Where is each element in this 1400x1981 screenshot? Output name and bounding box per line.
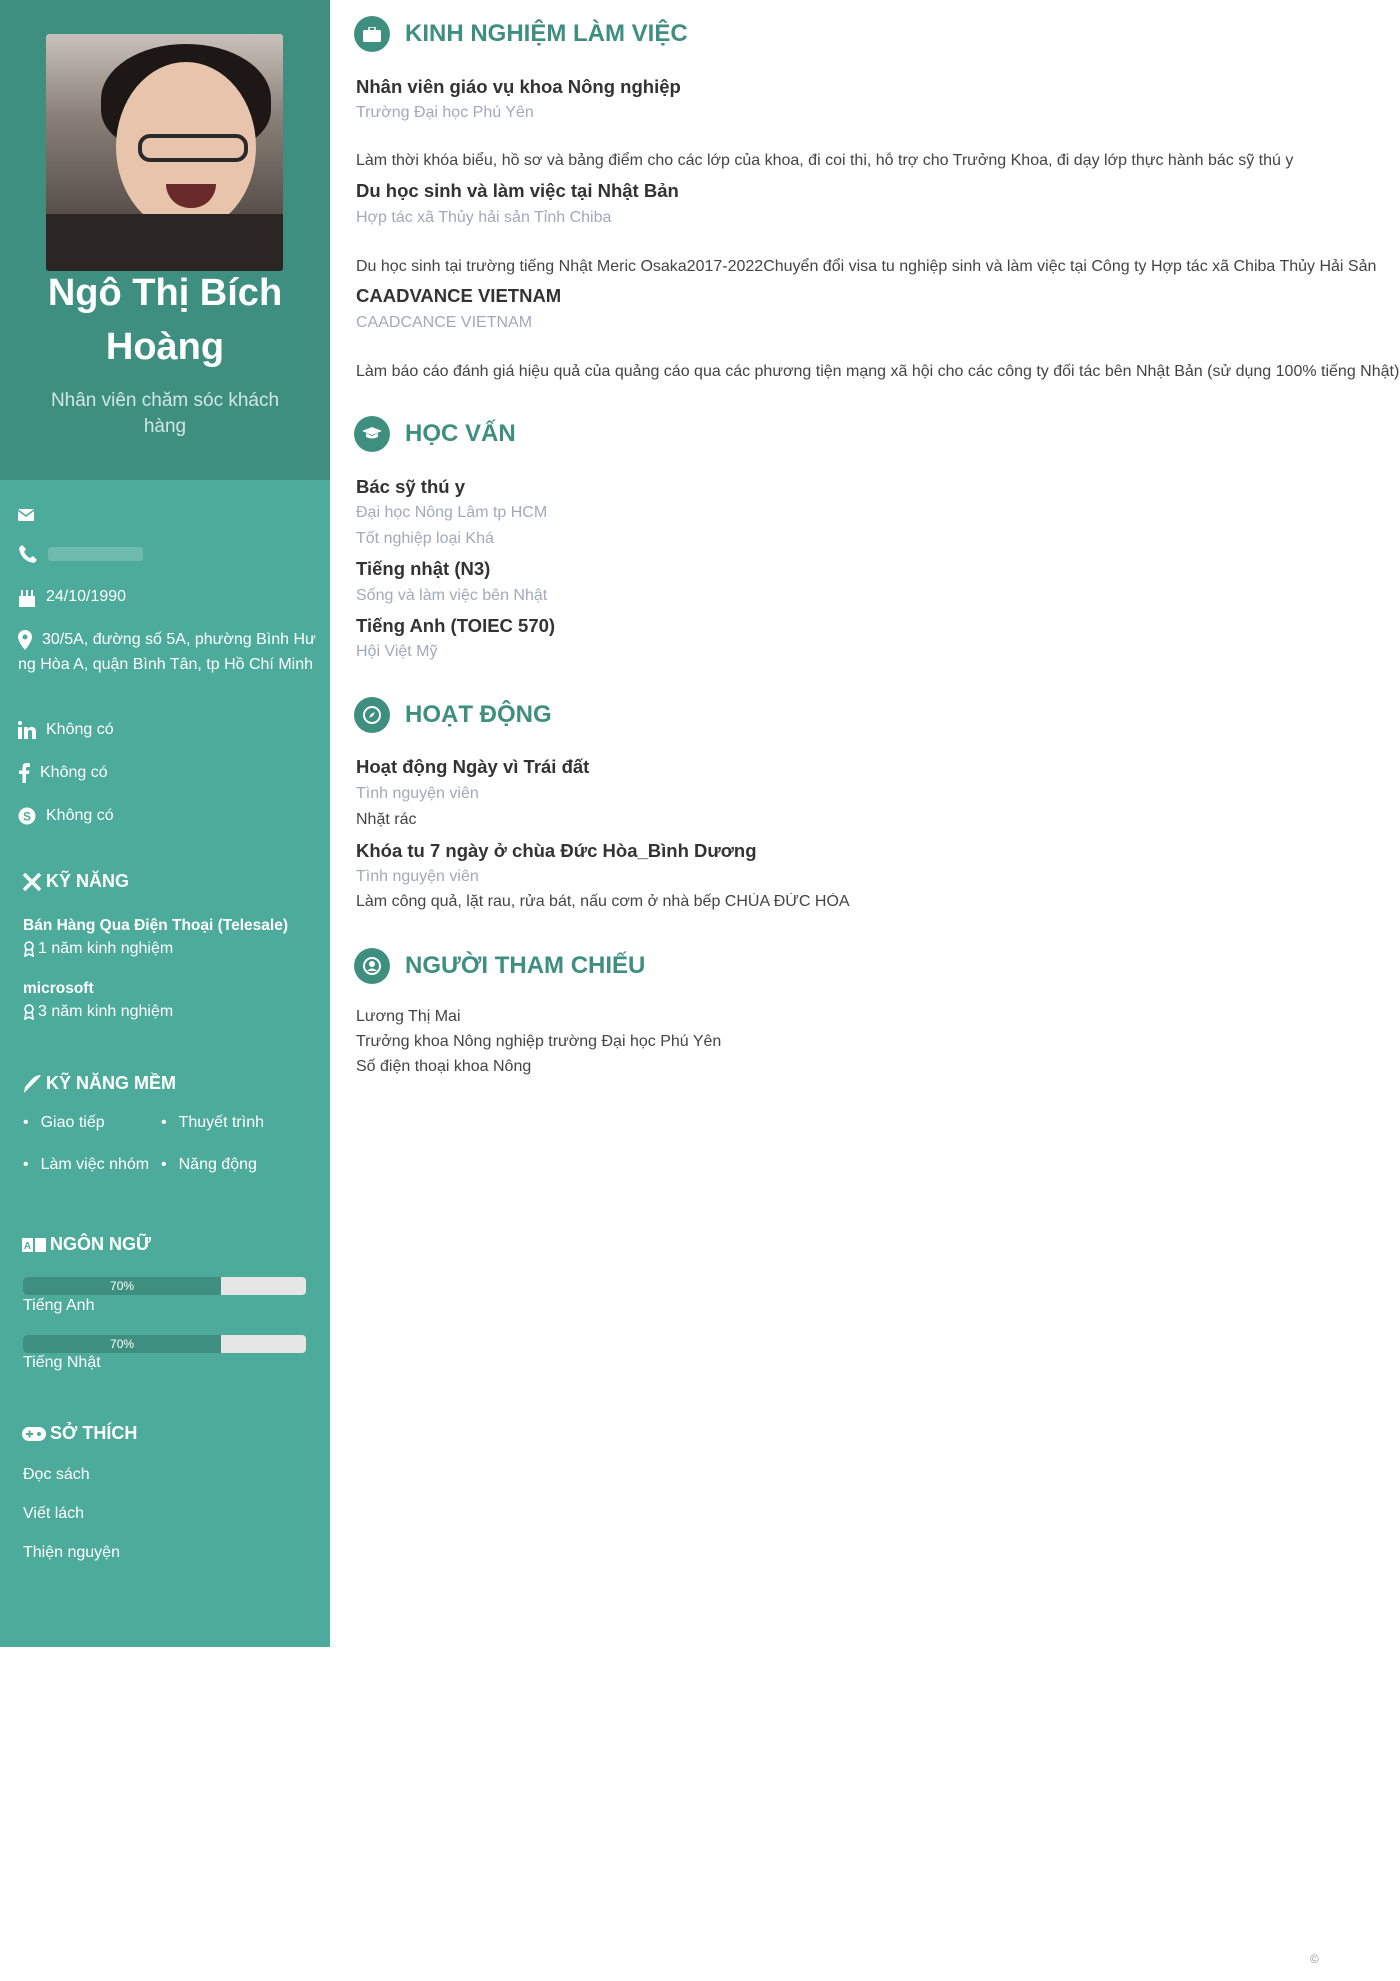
education-heading [354, 416, 516, 452]
copyright: © [1310, 1952, 1319, 1966]
envelope-icon [18, 509, 34, 521]
experience-description: Làm báo cáo đánh giá hiệu quả của quảng cáo qua các phương tiện mạng xã hội cho các công ty đối tác bên Nhật Bản (sử dụng 100% tiếng Nhật) [356, 363, 1400, 380]
experience-title: KINH NGHIỆM LÀM VIỆC [405, 20, 688, 47]
hobby-item: Viết lách [23, 1505, 85, 1522]
hobby-item: Đọc sách [23, 1466, 90, 1483]
facebook-text: Không có [40, 764, 108, 781]
experience-description: Làm thời khóa biểu, hồ sơ và bảng điểm cho các lớp của khoa, đi coi thi, hỗ trợ cho Trưởng Khoa, đi dạy lớp thực hành bác sỹ thú y [356, 152, 1294, 169]
svg-text:S: S [22, 809, 32, 824]
education-degree: Tiếng Anh (TOIEC 570) [356, 615, 556, 636]
contact-address [18, 627, 318, 677]
experience-company: Trường Đại học Phú Yên [356, 104, 534, 121]
soft-skill-item: • Giao tiếp [23, 1114, 105, 1132]
education-detail: Đại học Nông Lâm tp HCM [356, 504, 548, 521]
soft-skill-item: • Năng động [161, 1156, 257, 1174]
activity-title: Khóa tu 7 ngày ở chùa Đức Hòa_Bình Dương [356, 840, 757, 861]
education-detail: Tốt nghiệp loại Khá [356, 530, 494, 547]
birthday-text: 24/10/1990 [46, 588, 127, 605]
sidebar [0, 0, 330, 1647]
graduation-cap-icon [354, 416, 390, 452]
linkedin-text: Không có [46, 721, 114, 738]
experience-job-title: Du học sinh và làm việc tại Nhật Bản [356, 180, 679, 201]
skill-experience-text: 1 năm kinh nghiệm [38, 940, 174, 957]
reference-line: Lương Thị Mai [356, 1008, 461, 1025]
facebook-icon [18, 763, 30, 783]
soft-skills-heading [22, 1073, 176, 1094]
tools-icon [22, 872, 42, 892]
soft-skills-title: KỸ NĂNG MỀM [46, 1073, 176, 1093]
language-icon [22, 1238, 46, 1252]
languages-title: NGÔN NGỮ [50, 1234, 151, 1254]
experience-heading [354, 16, 688, 52]
map-marker-icon [18, 630, 32, 650]
linkedin-icon [18, 721, 36, 739]
language-progress-fill: 70% [23, 1335, 221, 1353]
education-degree: Tiếng nhật (N3) [356, 558, 491, 579]
activities-title: HOẠT ĐỘNG [405, 701, 552, 728]
skill-name: microsoft [23, 980, 94, 997]
soft-skill-item: • Làm việc nhóm [23, 1156, 149, 1174]
address-text: 30/5A, đường số 5A, phường Bình Hưng Hòa A, quận Bình Tân, tp Hồ Chí Minh [18, 631, 316, 673]
avatar [46, 34, 283, 271]
profile-header [0, 0, 330, 480]
contact-birthday [18, 585, 318, 609]
contact-facebook[interactable] [18, 761, 318, 785]
education-detail: Sống và làm việc bên Nhật [356, 587, 548, 604]
experience-description: Du học sinh tại trường tiếng Nhật Meric Osaka2017-2022Chuyển đổi visa tu nghiệp sinh và làm việc tại Công ty Hợp tác xã Chiba Thủy Hải Sản [356, 258, 1377, 275]
language-name: Tiếng Anh [23, 1297, 95, 1314]
language-progress-fill: 70% [23, 1277, 221, 1295]
contact-skype[interactable] [18, 804, 318, 828]
experience-company: Hợp tác xã Thủy hải sản Tỉnh Chiba [356, 209, 612, 226]
hobbies-heading [22, 1423, 137, 1444]
language-progress-bar [23, 1335, 306, 1353]
experience-job-title: Nhân viên giáo vụ khoa Nông nghiệp [356, 76, 681, 97]
birthday-cake-icon [18, 587, 36, 607]
feather-icon [22, 1074, 42, 1094]
experience-company: CAADCANCE VIETNAM [356, 314, 533, 331]
reference-line: Số điện thoại khoa Nông [356, 1058, 532, 1075]
references-title: NGƯỜI THAM CHIẾU [405, 952, 646, 979]
activity-role: Tình nguyện viên [356, 785, 479, 802]
user-circle-icon [354, 948, 390, 984]
phone-icon [18, 544, 38, 564]
soft-skill-item: • Thuyết trình [161, 1114, 264, 1132]
experience-job-title: CAADVANCE VIETNAM [356, 285, 562, 306]
compass-icon [354, 697, 390, 733]
profile-job-title: Nhân viên chăm sóc khách hàng [50, 390, 280, 437]
svg-text:A: A [23, 1241, 32, 1253]
award-icon [23, 1004, 35, 1020]
references-heading [354, 948, 645, 984]
gamepad-icon [22, 1427, 46, 1441]
hobbies-title: SỞ THÍCH [50, 1423, 138, 1443]
activities-heading [354, 697, 552, 733]
contact-email[interactable] [18, 503, 318, 527]
reference-line: Trưởng khoa Nông nghiệp trường Đại học Phú Yên [356, 1033, 722, 1050]
education-degree: Bác sỹ thú y [356, 476, 465, 497]
activity-title: Hoạt động Ngày vì Trái đất [356, 756, 590, 777]
profile-name: Ngô Thị Bích Hoàng [47, 272, 283, 368]
education-detail: Hội Việt Mỹ [356, 643, 438, 660]
language-name: Tiếng Nhật [23, 1354, 101, 1371]
skill-experience [23, 940, 173, 958]
skill-experience [23, 1003, 173, 1021]
contact-linkedin[interactable] [18, 718, 318, 742]
skill-name: Bán Hàng Qua Điện Thoại (Telesale) [23, 917, 288, 934]
activity-description: Nhặt rác [356, 811, 417, 828]
award-icon [23, 941, 35, 957]
skype-icon [18, 807, 36, 825]
education-title: HỌC VẤN [405, 420, 516, 447]
language-progress-bar [23, 1277, 306, 1295]
activity-role: Tình nguyện viên [356, 868, 479, 885]
skype-text: Không có [46, 807, 114, 824]
languages-heading [22, 1234, 151, 1255]
contact-phone[interactable] [18, 542, 318, 566]
skills-heading [22, 871, 129, 892]
skills-title: KỸ NĂNG [46, 871, 130, 891]
hobby-item: Thiện nguyện [23, 1544, 120, 1561]
phone-text [48, 547, 143, 561]
activity-description: Làm công quả, lặt rau, rửa bát, nấu cơm ở nhà bếp CHÙA ĐỨC HÒA [356, 893, 850, 910]
briefcase-icon [354, 16, 390, 52]
skill-experience-text: 3 năm kinh nghiệm [38, 1003, 174, 1020]
